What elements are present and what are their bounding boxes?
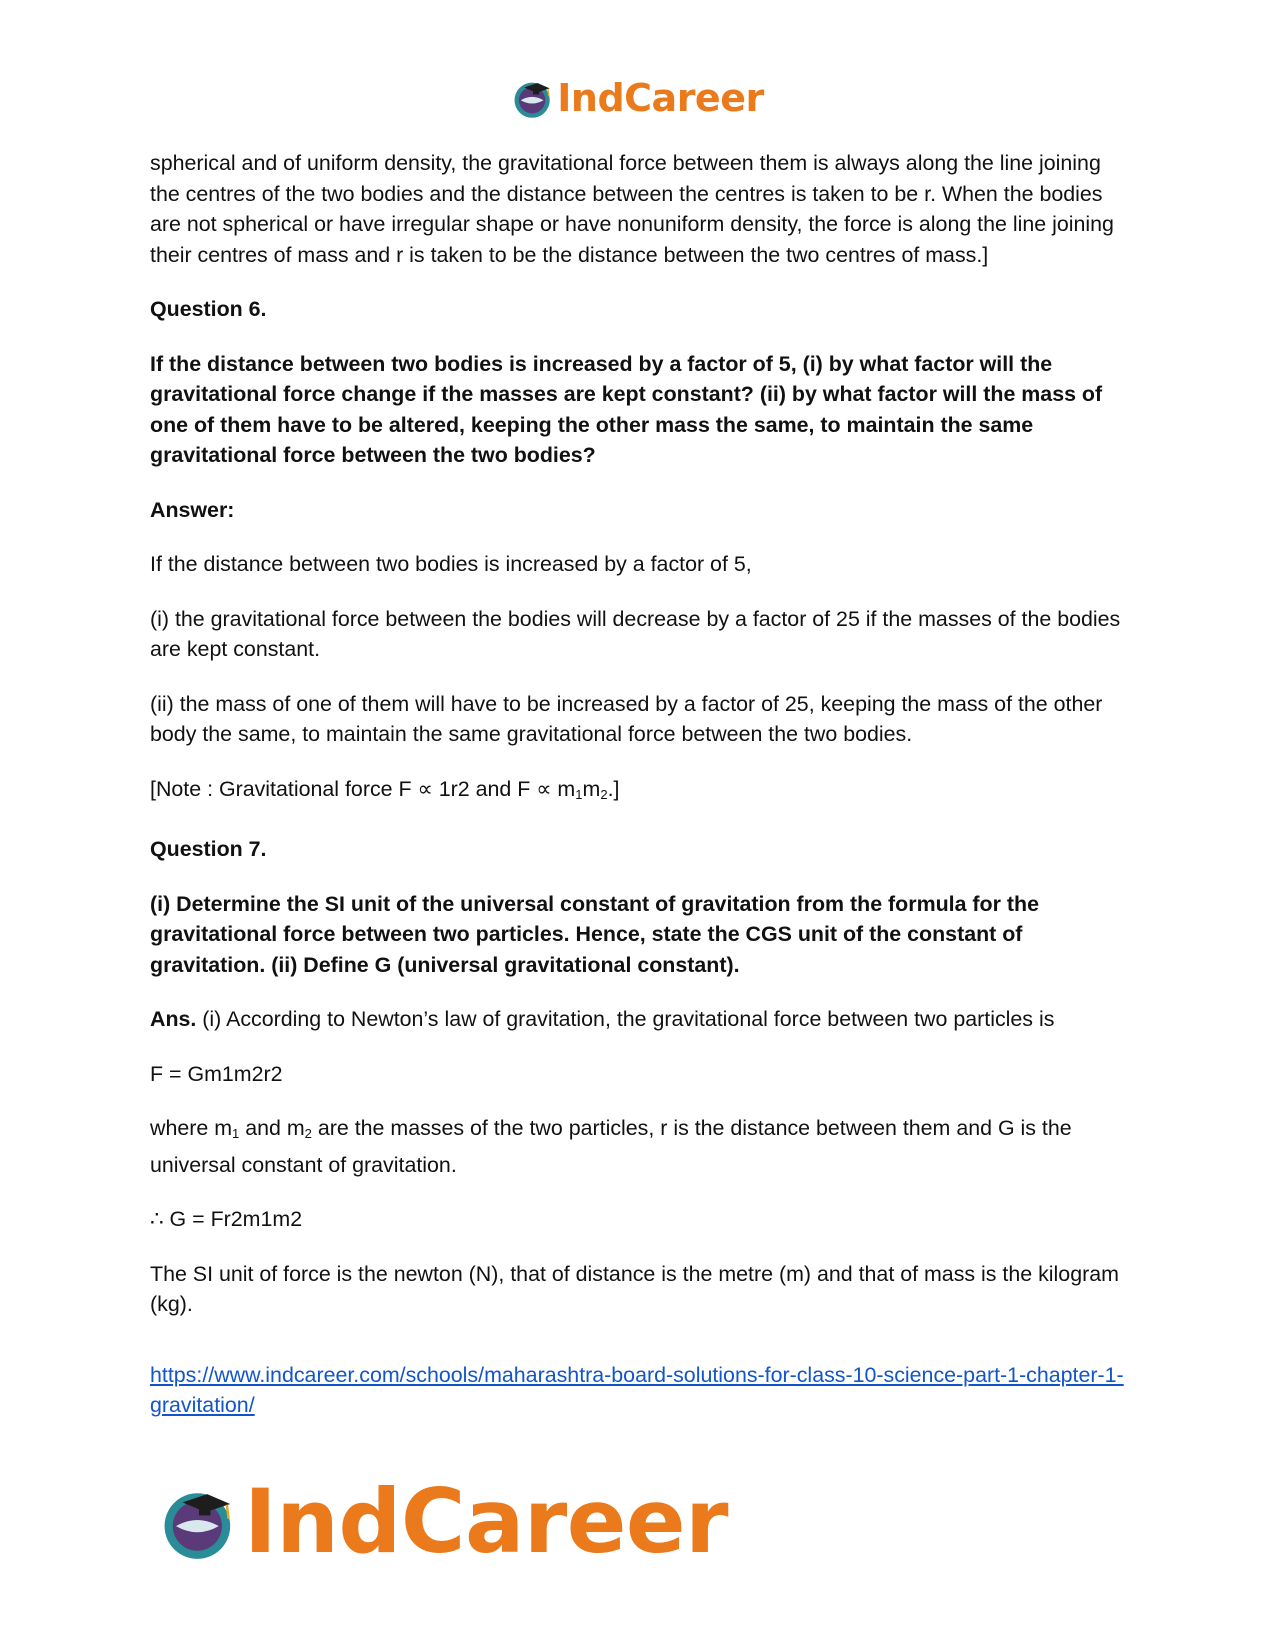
note-suffix: .] [607,776,620,801]
note-sub-1: 1 [575,786,583,802]
intro-paragraph: spherical and of uniform density, the gravitational force between them is always along the line joining the centres of the two bodies and the distance between the centres is taken to be r. When the bodies are not spherical or have irregular shape or have nonuniform density, the force is along the line joining their centres of mass and r is taken to be the distance between the two centres of mass.] [150,151,1114,267]
footer-logo [158,1470,728,1573]
ans-text: (i) According to Newton’s law of gravitation, the gravitational force between two particles is [196,1007,1055,1031]
indcareer-logo [511,76,763,120]
where-mid: and m [239,1116,305,1140]
question-7-heading: Question 7. [150,837,267,861]
formula-g: ∴ G = Fr2m1m2 [150,1207,303,1231]
document-body [150,148,1130,1421]
question-6-heading: Question 6. [150,297,267,321]
footer-logo-wordmark: IndCareer [244,1470,729,1573]
source-link-block [150,1360,1130,1421]
answer-label: Answer: [150,497,235,522]
graduation-globe-icon [511,76,555,120]
answer-6-part-i: (i) the gravitational force between the bodies will decrease by a factor of 25 if the masses of the bodies are kept constant. [150,606,1121,661]
where-suffix: are the masses of the two particles, r is the distance between them and G is the universal constant of gravitation. [150,1116,1072,1177]
note-mid: m [582,776,601,801]
note-prefix: [Note : Gravitational force F ∝ 1r2 and F ∝ m [150,776,576,801]
ans-label: Ans. [150,1007,197,1031]
note-sub-2: 2 [600,786,608,802]
answer-6-part-ii: (ii) the mass of one of them will have to be increased by a factor of 25, keeping the mass of the other body the same, to maintain the same gravitational force between the two bodies. [150,691,1103,746]
logo-wordmark: IndCareer [557,76,764,120]
si-units-paragraph: The SI unit of force is the newton (N), that of distance is the metre (m) and that of mass is the kilogram (kg). [150,1261,1119,1316]
where-sub-2: 2 [304,1126,312,1141]
graduation-globe-icon [158,1481,240,1563]
where-prefix: where m [150,1116,233,1140]
header-logo [0,76,1275,120]
answer-6-intro: If the distance between two bodies is increased by a factor of 5, [150,552,752,576]
question-6-text: If the distance between two bodies is increased by a factor of 5, (i) by what factor will the gravitational force change if the masses are kept constant? (ii) by what factor will the mass of one of them have to be altered, keeping the other mass the same, to maintain the same gravitational force between the two bodies? [150,351,1103,467]
formula-force: F = Gm1m2r2 [150,1061,283,1086]
answer-7-intro [150,1004,1130,1035]
question-7-text: (i) Determine the SI unit of the universal constant of gravitation from the formula for the gravitational force between two particles. Hence, state the CGS unit of the constant of gravitation. (ii) Define G (universal gravitational constant). [150,891,1039,977]
where-sub-1: 1 [232,1126,240,1141]
where-paragraph [150,1113,1130,1180]
source-link[interactable]: https://www.indcareer.com/schools/maharashtra-board-solutions-for-class-10-science-part-1-chapter-1-gravitation/ [150,1362,1124,1417]
note-paragraph [150,774,1130,811]
